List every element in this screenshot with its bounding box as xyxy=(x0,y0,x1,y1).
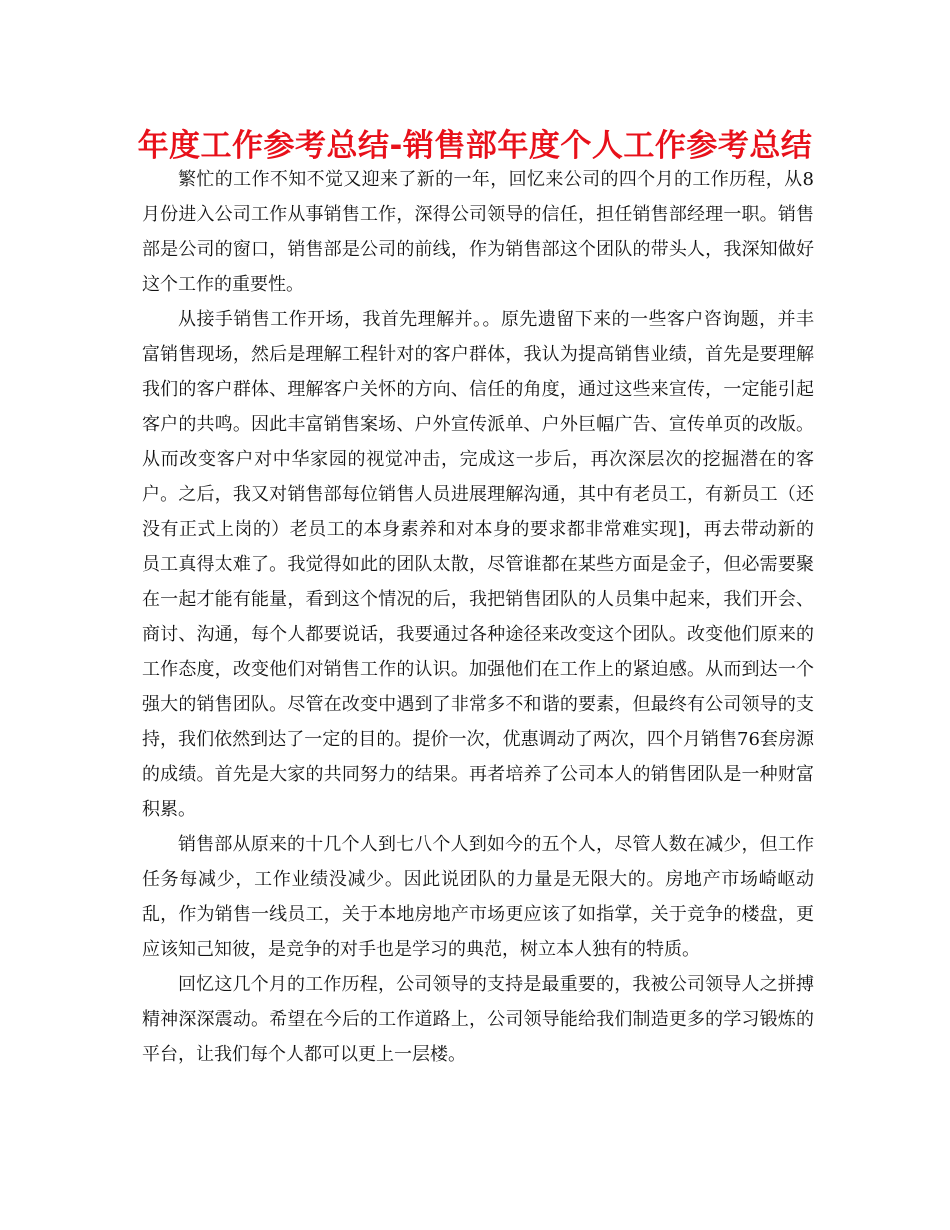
paragraph: 繁忙的工作不知不觉又迎来了新的一年，回忆来公司的四个月的工作历程，从8月份进入公司工作从事销售工作，深得公司领导的信任，担任销售部经理一职。销售部是公司的窗口，销售部是公司的前线，作为销售部这个团队的带头人，我深知做好这个工作的重要性。 xyxy=(142,169,814,295)
paragraph: 从接手销售工作开场，我首先理解并。。原先遗留下来的一些客户咨询题，并丰富销售现场，然后是理解工程针对的客户群体，我认为提高销售业绩，首先是要理解我们的客户群体、理解客户关怀的方向、信任的角度，通过这些来宣传，一定能引起客户的共鸣。因此丰富销售案场、户外宣传派单、户外巨幅广告、宣传单页的改版。从而改变客户对中华家园的视觉冲击，完成这一步后，再次深层次的挖掘潜在的客户。之后，我又对销售部每位销售人员进展理解沟通，其中有老员工，有新员工（还没有正式上岗的）老员工的本身素养和对本身的要求都非常难实现]，再去带动新的员工真得太难了。我觉得如此的团队太散，尽管谁都在某些方面是金子，但必需要聚在一起才能有能量，看到这个情况的后，我把销售团队的人员集中起来，我们开会、商讨、沟通，每个人都要说话，我要通过各种途径来改变这个团队。改变他们原来的工作态度，改变他们对销售工作的认识。加强他们在工作上的紧迫感。从而到达一个强大的销售团队。尽管在改变中遇到了非常多不和谐的要素，但最终有公司领导的支持，我们依然到达了一定的目的。提价一次，优惠调动了两次，四个月销售76套房源的成绩。首先是大家的共同努力的结果。再者培养了公司本人的销售团队是一种财富积累。 xyxy=(142,309,814,820)
document-body xyxy=(142,162,814,1072)
paragraph: 回忆这几个月的工作历程，公司领导的支持是最重要的，我被公司领导人之拼搏精神深深震动。希望在今后的工作道路上，公司领导能给我们制造更多的学习锻炼的平台，让我们每个人都可以更上一层楼。 xyxy=(142,974,814,1065)
document-title: 年度工作参考总结-销售部年度个人工作参考总结 xyxy=(137,128,813,164)
paragraph: 销售部从原来的十几个人到七八个人到如今的五个人，尽管人数在减少，但工作任务每减少，工作业绩没减少。因此说团队的力量是无限大的。房地产市场崎岖动乱，作为销售一线员工，关于本地房地产市场更应该了如指掌，关于竞争的楼盘，更应该知己知彼，是竞争的对手也是学习的典范，树立本人独有的特质。 xyxy=(142,834,814,960)
